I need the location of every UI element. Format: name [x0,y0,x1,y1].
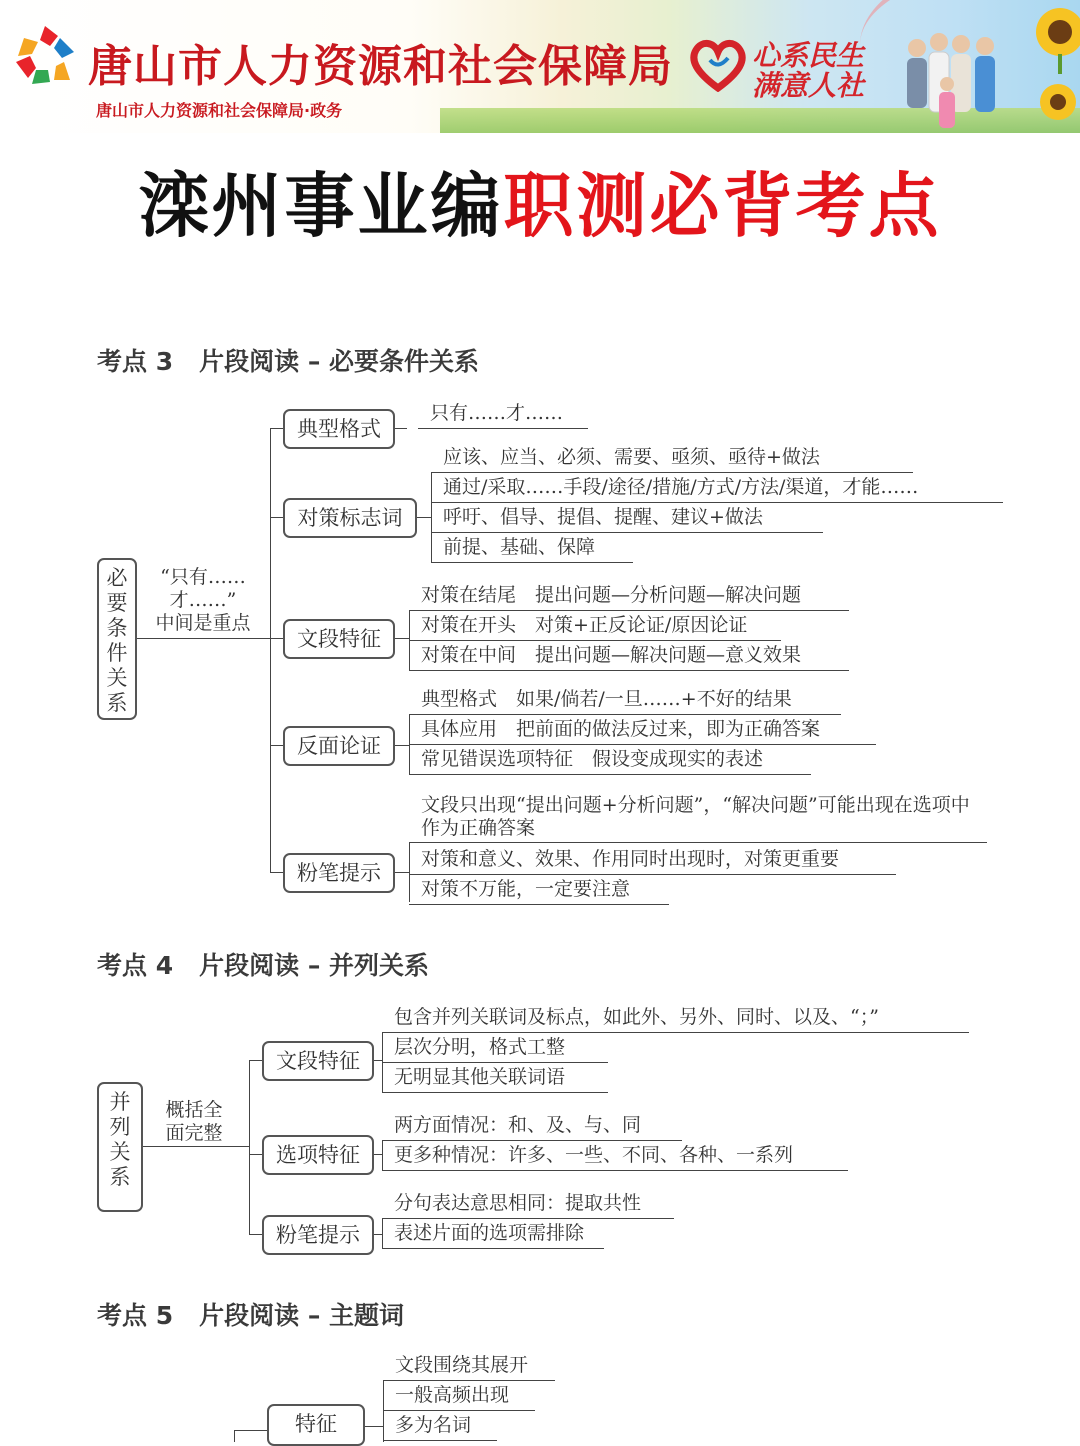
slogan-line-1: 心系民生 [752,39,865,72]
header-banner [0,0,1080,133]
branch-node: 特征 [267,1404,365,1446]
root-note [148,566,258,635]
leaf-item: 对策和意义、效果、作用同时出现时，对策更重要 [409,846,896,875]
leaf-item: 文段只出现“提出问题+分析问题”，“解决问题”可能出现在选项中作为正确答案 [409,794,987,843]
organization-subtitle: 唐山市人力资源和社会保障局·政务 [96,101,343,120]
connector-line [395,638,409,639]
leaf-item: 呼吁、倡导、提倡、提醒、建议+做法 [431,504,823,533]
root-note-line: “只有…… [160,566,246,588]
connector-line [270,638,284,639]
mindmap-root [97,1082,143,1212]
root-char: 件 [106,641,128,665]
root-note-line: 概括全 [165,1099,223,1121]
section-number: 考点 3 [97,347,174,376]
leaf-item: 分句表达意思相同：提取共性 [382,1190,674,1219]
root-char: 关 [109,1140,131,1164]
leaf-item: 层次分明，格式工整 [382,1034,608,1063]
leaf-item: 对策在开头 对策+正反论证/原因论证 [409,612,781,641]
leaf-item: 应该、应当、必须、需要、亟须、亟待+做法 [431,444,913,473]
leaf-item: 常见错误选项特征 假设变成现实的表述 [409,746,811,775]
branch-node: 文段特征 [262,1041,374,1081]
organization-name: 唐山市人力资源和社会保障局 [88,41,673,92]
leaf-item: 前提、基础、保障 [431,534,633,563]
leaf-item: 具体应用 把前面的做法反过来，即为正确答案 [409,716,876,745]
mindmap-root [97,558,137,720]
leaf-item: 包含并列关联词及标点，如此外、另外、同时、以及、“；” [382,1004,969,1033]
branch-node: 文段特征 [283,619,395,659]
leaf-item: 更多种情况：许多、一些、不同、各种、一系列 [382,1142,848,1171]
branch-node: 粉笔提示 [262,1215,374,1255]
connector-line [374,1154,382,1155]
connector-line [137,638,270,639]
leaf-item: 文段围绕其展开 [383,1352,555,1381]
branch-node: 选项特征 [262,1135,374,1175]
root-note-line: 才……” [169,589,237,611]
section-title: 片段阅读 – 必要条件关系 [199,347,480,376]
slogan-line-2: 满意人社 [752,69,865,102]
leaf-item: 一般高频出现 [383,1382,535,1411]
section-number: 考点 4 [97,951,174,980]
section-heading [97,1296,404,1332]
section-title: 片段阅读 – 主题词 [199,1301,405,1330]
connector-line [270,872,284,873]
branch-node: 反面论证 [283,726,395,766]
root-char: 系 [106,691,128,715]
connector-line [234,1430,235,1442]
bureau-logo-icon [10,22,80,92]
root-note-line: 面完整 [165,1122,223,1144]
heart-logo-icon [688,36,748,92]
root-note-line: 中间是重点 [155,612,251,634]
branch-node: 对策标志词 [283,498,417,538]
connector-line [417,517,431,518]
connector-line [270,517,284,518]
connector-line [270,428,271,872]
leaf-item: 对策不万能，一定要注意 [409,876,669,905]
leaf-item: 两方面情况：和、及、与、同 [382,1112,682,1141]
leaf-item: 表述片面的选项需排除 [382,1220,604,1249]
root-note [156,1099,232,1145]
leaf-item: 通过/采取……手段/途径/措施/方式/方法/渠道，才能…… [431,474,1003,503]
sunflower-icon [1030,4,1080,74]
connector-line [270,745,284,746]
branch-node: 典型格式 [283,409,395,449]
root-char: 并 [109,1090,131,1114]
connector-line [249,1234,263,1235]
family-photo [895,22,1005,133]
leaf-item: 典型格式 如果/倘若/一旦……+不好的结果 [409,686,841,715]
connector-line [395,872,409,873]
connector-line [234,1430,268,1431]
section-number: 考点 5 [97,1301,174,1330]
connector-line [270,428,284,429]
page-title-red-part: 职测必背考点 [503,165,942,247]
root-char: 条 [106,616,128,640]
connector-line [249,1060,263,1061]
page-title-black-part: 滦州事业编 [138,165,504,247]
section-title: 片段阅读 – 并列关系 [199,951,430,980]
page-title [0,150,1080,251]
leaf-item: 只有……才…… [418,400,588,429]
connector-line [143,1146,249,1147]
branch-node: 粉笔提示 [283,853,395,893]
leaf-item: 对策在中间 提出问题—解决问题—意义效果 [409,642,849,671]
root-char: 系 [109,1165,131,1189]
sunflower-small-icon [1036,82,1080,132]
root-char: 关 [106,666,128,690]
leaf-item: 无明显其他关联词语 [382,1064,608,1093]
connector-line [374,1060,382,1061]
root-char: 列 [109,1115,131,1139]
connector-line [395,428,407,429]
leaf-item: 多为名词 [383,1412,497,1441]
connector-line [249,1060,250,1234]
connector-line [374,1234,382,1235]
section-heading [97,946,429,982]
connector-line [249,1154,263,1155]
connector-line [365,1426,383,1427]
root-char: 要 [106,591,128,615]
leaf-item: 对策在结尾 提出问题—分析问题—解决问题 [409,582,849,611]
connector-line [395,745,409,746]
section-heading [97,342,479,378]
root-char: 必 [106,566,128,590]
